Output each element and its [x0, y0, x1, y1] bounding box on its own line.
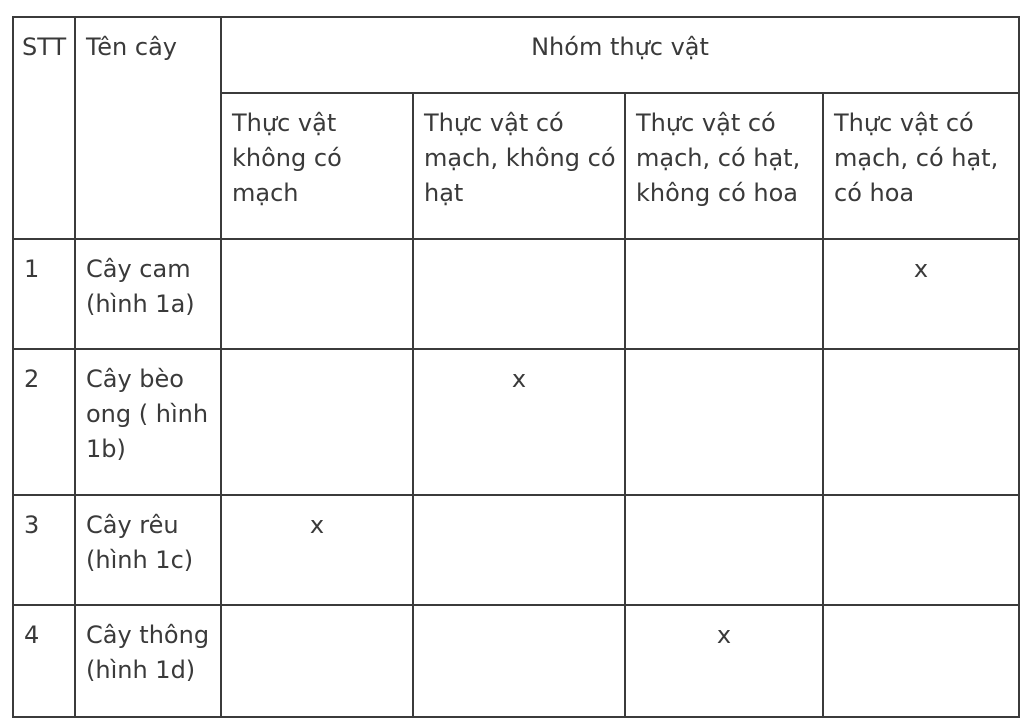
row-stt: 2	[13, 349, 75, 495]
row-mark-seed-flower	[823, 605, 1019, 717]
header-vascular-seed-no-flower: Thực vật có mạch, có hạt, không có hoa	[625, 93, 823, 239]
row-mark-seed-no-flower	[625, 349, 823, 495]
row-stt: 3	[13, 495, 75, 605]
header-vascular-seed-flower: Thực vật có mạch, có hạt, có hoa	[823, 93, 1019, 239]
table-row	[13, 239, 1019, 349]
row-mark-nonvascular: x	[221, 495, 413, 605]
header-plant-name: Tên cây	[75, 17, 221, 239]
row-plant-name: Cây rêu (hình 1c)	[75, 495, 221, 605]
row-mark-vascular-seedless	[413, 605, 625, 717]
row-plant-name: Cây thông (hình 1d)	[75, 605, 221, 717]
plant-classification-table	[12, 16, 1020, 718]
row-mark-vascular-seedless	[413, 495, 625, 605]
row-plant-name: Cây cam (hình 1a)	[75, 239, 221, 349]
row-stt: 4	[13, 605, 75, 717]
row-mark-nonvascular	[221, 605, 413, 717]
header-plant-group: Nhóm thực vật	[221, 17, 1019, 93]
row-mark-seed-flower	[823, 349, 1019, 495]
row-mark-seed-no-flower	[625, 495, 823, 605]
row-mark-nonvascular	[221, 349, 413, 495]
plant-classification-table-container	[12, 16, 1018, 718]
row-mark-vascular-seedless	[413, 239, 625, 349]
row-mark-vascular-seedless: x	[413, 349, 625, 495]
table-row	[13, 495, 1019, 605]
table-row	[13, 605, 1019, 717]
row-stt: 1	[13, 239, 75, 349]
header-row-main	[13, 17, 1019, 93]
row-mark-seed-flower	[823, 495, 1019, 605]
row-mark-seed-flower: x	[823, 239, 1019, 349]
row-mark-seed-no-flower	[625, 239, 823, 349]
row-mark-seed-no-flower: x	[625, 605, 823, 717]
row-plant-name: Cây bèo ong ( hình 1b)	[75, 349, 221, 495]
table-row	[13, 349, 1019, 495]
header-nonvascular: Thực vật không có mạch	[221, 93, 413, 239]
header-stt: STT	[13, 17, 75, 239]
row-mark-nonvascular	[221, 239, 413, 349]
header-vascular-seedless: Thực vật có mạch, không có hạt	[413, 93, 625, 239]
